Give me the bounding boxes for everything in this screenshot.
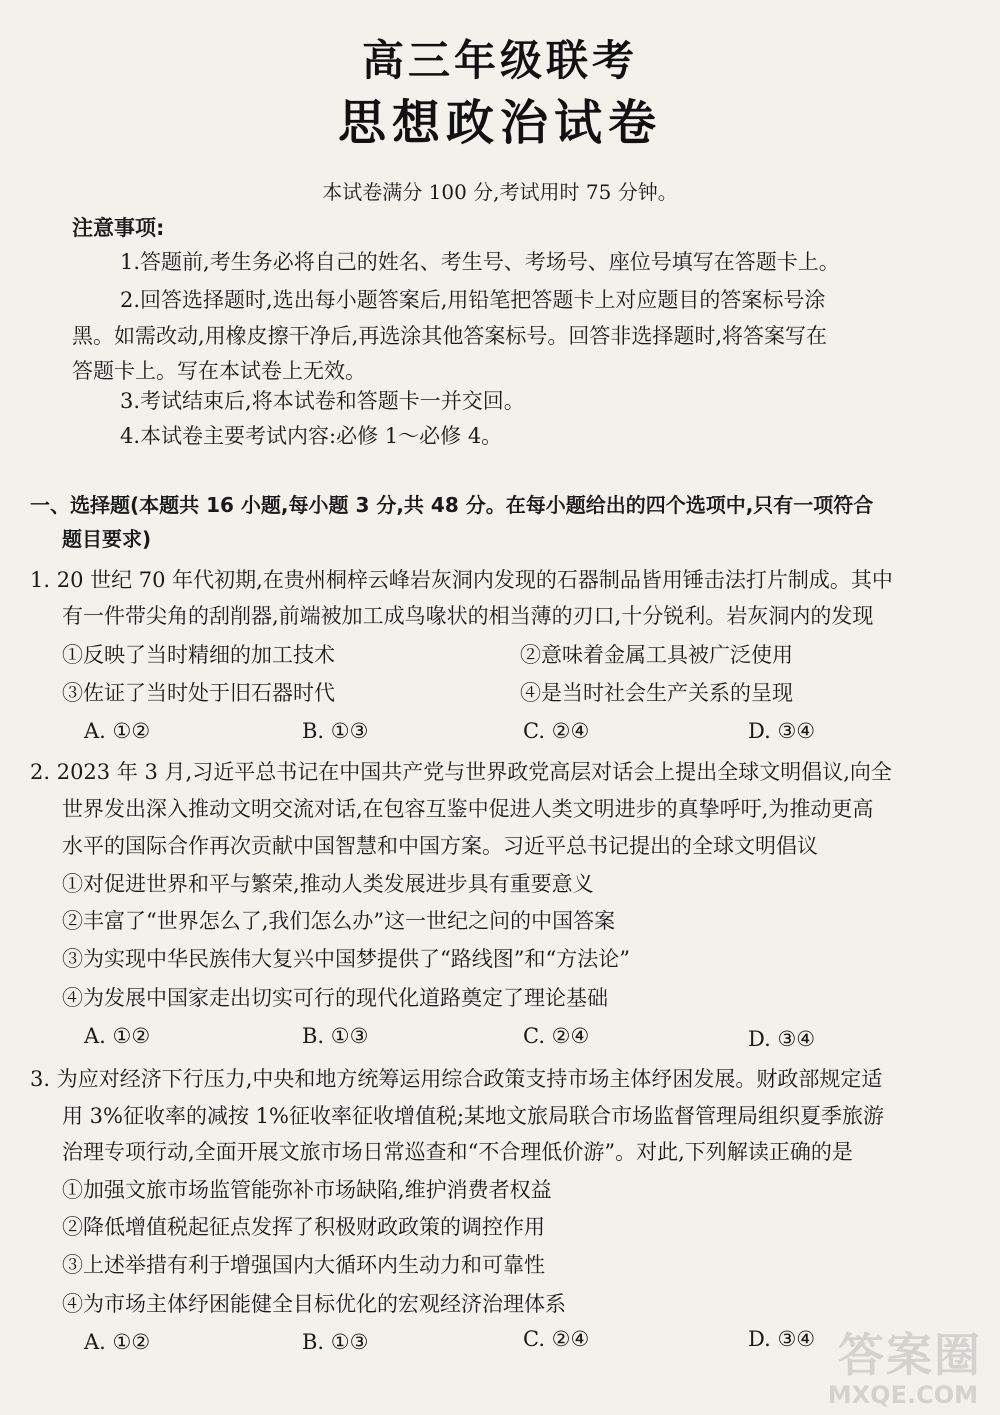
notice-heading: 注意事项: [72,216,165,240]
statement-option: ③上述举措有利于增强国内大循环内生动力和可靠性 [62,1253,545,1277]
statement-option: ④为市场主体纾困能健全目标优化的宏观经济治理体系 [62,1292,566,1316]
question-stem: 世界发出深入推动文明交流对话,在包容互鉴中促进人类文明进步的真挚呼吁,为推动更高 [62,797,874,821]
answer-choice: A. ①② [84,719,151,743]
question-stem: 3. 为应对经济下行压力,中央和地方统筹运用综合政策支持市场主体纾困发展。财政部规定适 [30,1067,883,1091]
statement-option: ①反映了当时精细的加工技术 [62,643,335,667]
statement-option: ②丰富了“世界怎么了,我们怎么办”这一世纪之问的中国答案 [62,909,616,933]
answer-choice: C. ②④ [523,719,590,743]
answer-choice: B. ①③ [302,1024,369,1048]
section-heading-cont: 题目要求) [62,527,152,551]
statement-option: ②意味着金属工具被广泛使用 [520,643,793,667]
question-stem: 用 3%征收率的减按 1%征收率征收增值税;某地文旅局联合市场监督管理局组织夏季旅游 [62,1104,885,1128]
statement-option: ②降低增值税起征点发挥了积极财政政策的调控作用 [62,1215,545,1239]
question-stem: 有一件带尖角的刮削器,前端被加工成鸟喙状的相当薄的刃口,十分锐利。岩灰洞内的发现 [62,604,874,628]
notice-line: 黑。如需改动,用橡皮擦干净后,再选涂其他答案标号。回答非选择题时,将答案写在 [72,324,828,348]
watermark-logo: 答案圈 [838,1328,982,1382]
answer-choice: B. ①③ [302,719,369,743]
question-stem: 2. 2023 年 3 月,习近平总书记在中国共产党与世界政党高层对话会上提出全球文明倡议,向全 [30,760,892,784]
statement-option: ③为实现中华民族伟大复兴中国梦提供了“路线图”和“方法论” [62,947,630,971]
question-stem: 1. 20 世纪 70 年代初期,在贵州桐梓云峰岩灰洞内发现的石器制品皆用锤击法打片制成。其中 [30,568,893,592]
notice-line: 答题卡上。写在本试卷上无效。 [72,359,366,383]
answer-choice: D. ③④ [748,1327,816,1351]
statement-option: ①加强文旅市场监管能弥补市场缺陷,维护消费者权益 [62,1178,552,1202]
statement-option: ④是当时社会生产关系的呈现 [520,681,793,705]
exam-subtitle: 本试卷满分 100 分,考试用时 75 分钟。 [322,180,678,204]
answer-choice: A. ①② [84,1330,151,1354]
site-watermark [790,1319,990,1409]
answer-choice: B. ①③ [302,1330,369,1354]
exam-title-line2: 思想政治试卷 [337,95,662,151]
answer-choice: C. ②④ [523,1327,590,1351]
answer-choice: D. ③④ [748,719,816,743]
answer-choice: A. ①② [84,1024,151,1048]
watermark-url: MXQE.COM [827,1381,978,1409]
statement-option: ④为发展中国家走出切实可行的现代化道路奠定了理论基础 [62,986,608,1010]
exam-title-line1: 高三年级联考 [361,36,638,85]
notice-line: 2.回答选择题时,选出每小题答案后,用铅笔把答题卡上对应题目的答案标号涂 [120,288,826,312]
notice-line: 4.本试卷主要考试内容:必修 1～必修 4。 [120,424,503,448]
statement-option: ①对促进世界和平与繁荣,推动人类发展进步具有重要意义 [62,872,594,896]
section-heading: 一、选择题(本题共 16 小题,每小题 3 分,共 48 分。在每小题给出的四个选项中,只有一项符合 [30,493,874,517]
answer-choice: D. ③④ [748,1027,816,1051]
notice-line: 3.考试结束后,将本试卷和答题卡一并交回。 [120,389,525,413]
question-stem: 治理专项行动,全面开展文旅市场日常巡查和“不合理低价游”。对此,下列解读正确的是 [62,1140,853,1164]
question-stem: 水平的国际合作再次贡献中国智慧和中国方案。习近平总书记提出的全球文明倡议 [62,834,818,858]
notice-line: 1.答题前,考生务必将自己的姓名、考生号、考场号、座位号填写在答题卡上。 [120,250,840,274]
answer-choice: C. ②④ [523,1024,590,1048]
statement-option: ③佐证了当时处于旧石器时代 [62,681,335,705]
